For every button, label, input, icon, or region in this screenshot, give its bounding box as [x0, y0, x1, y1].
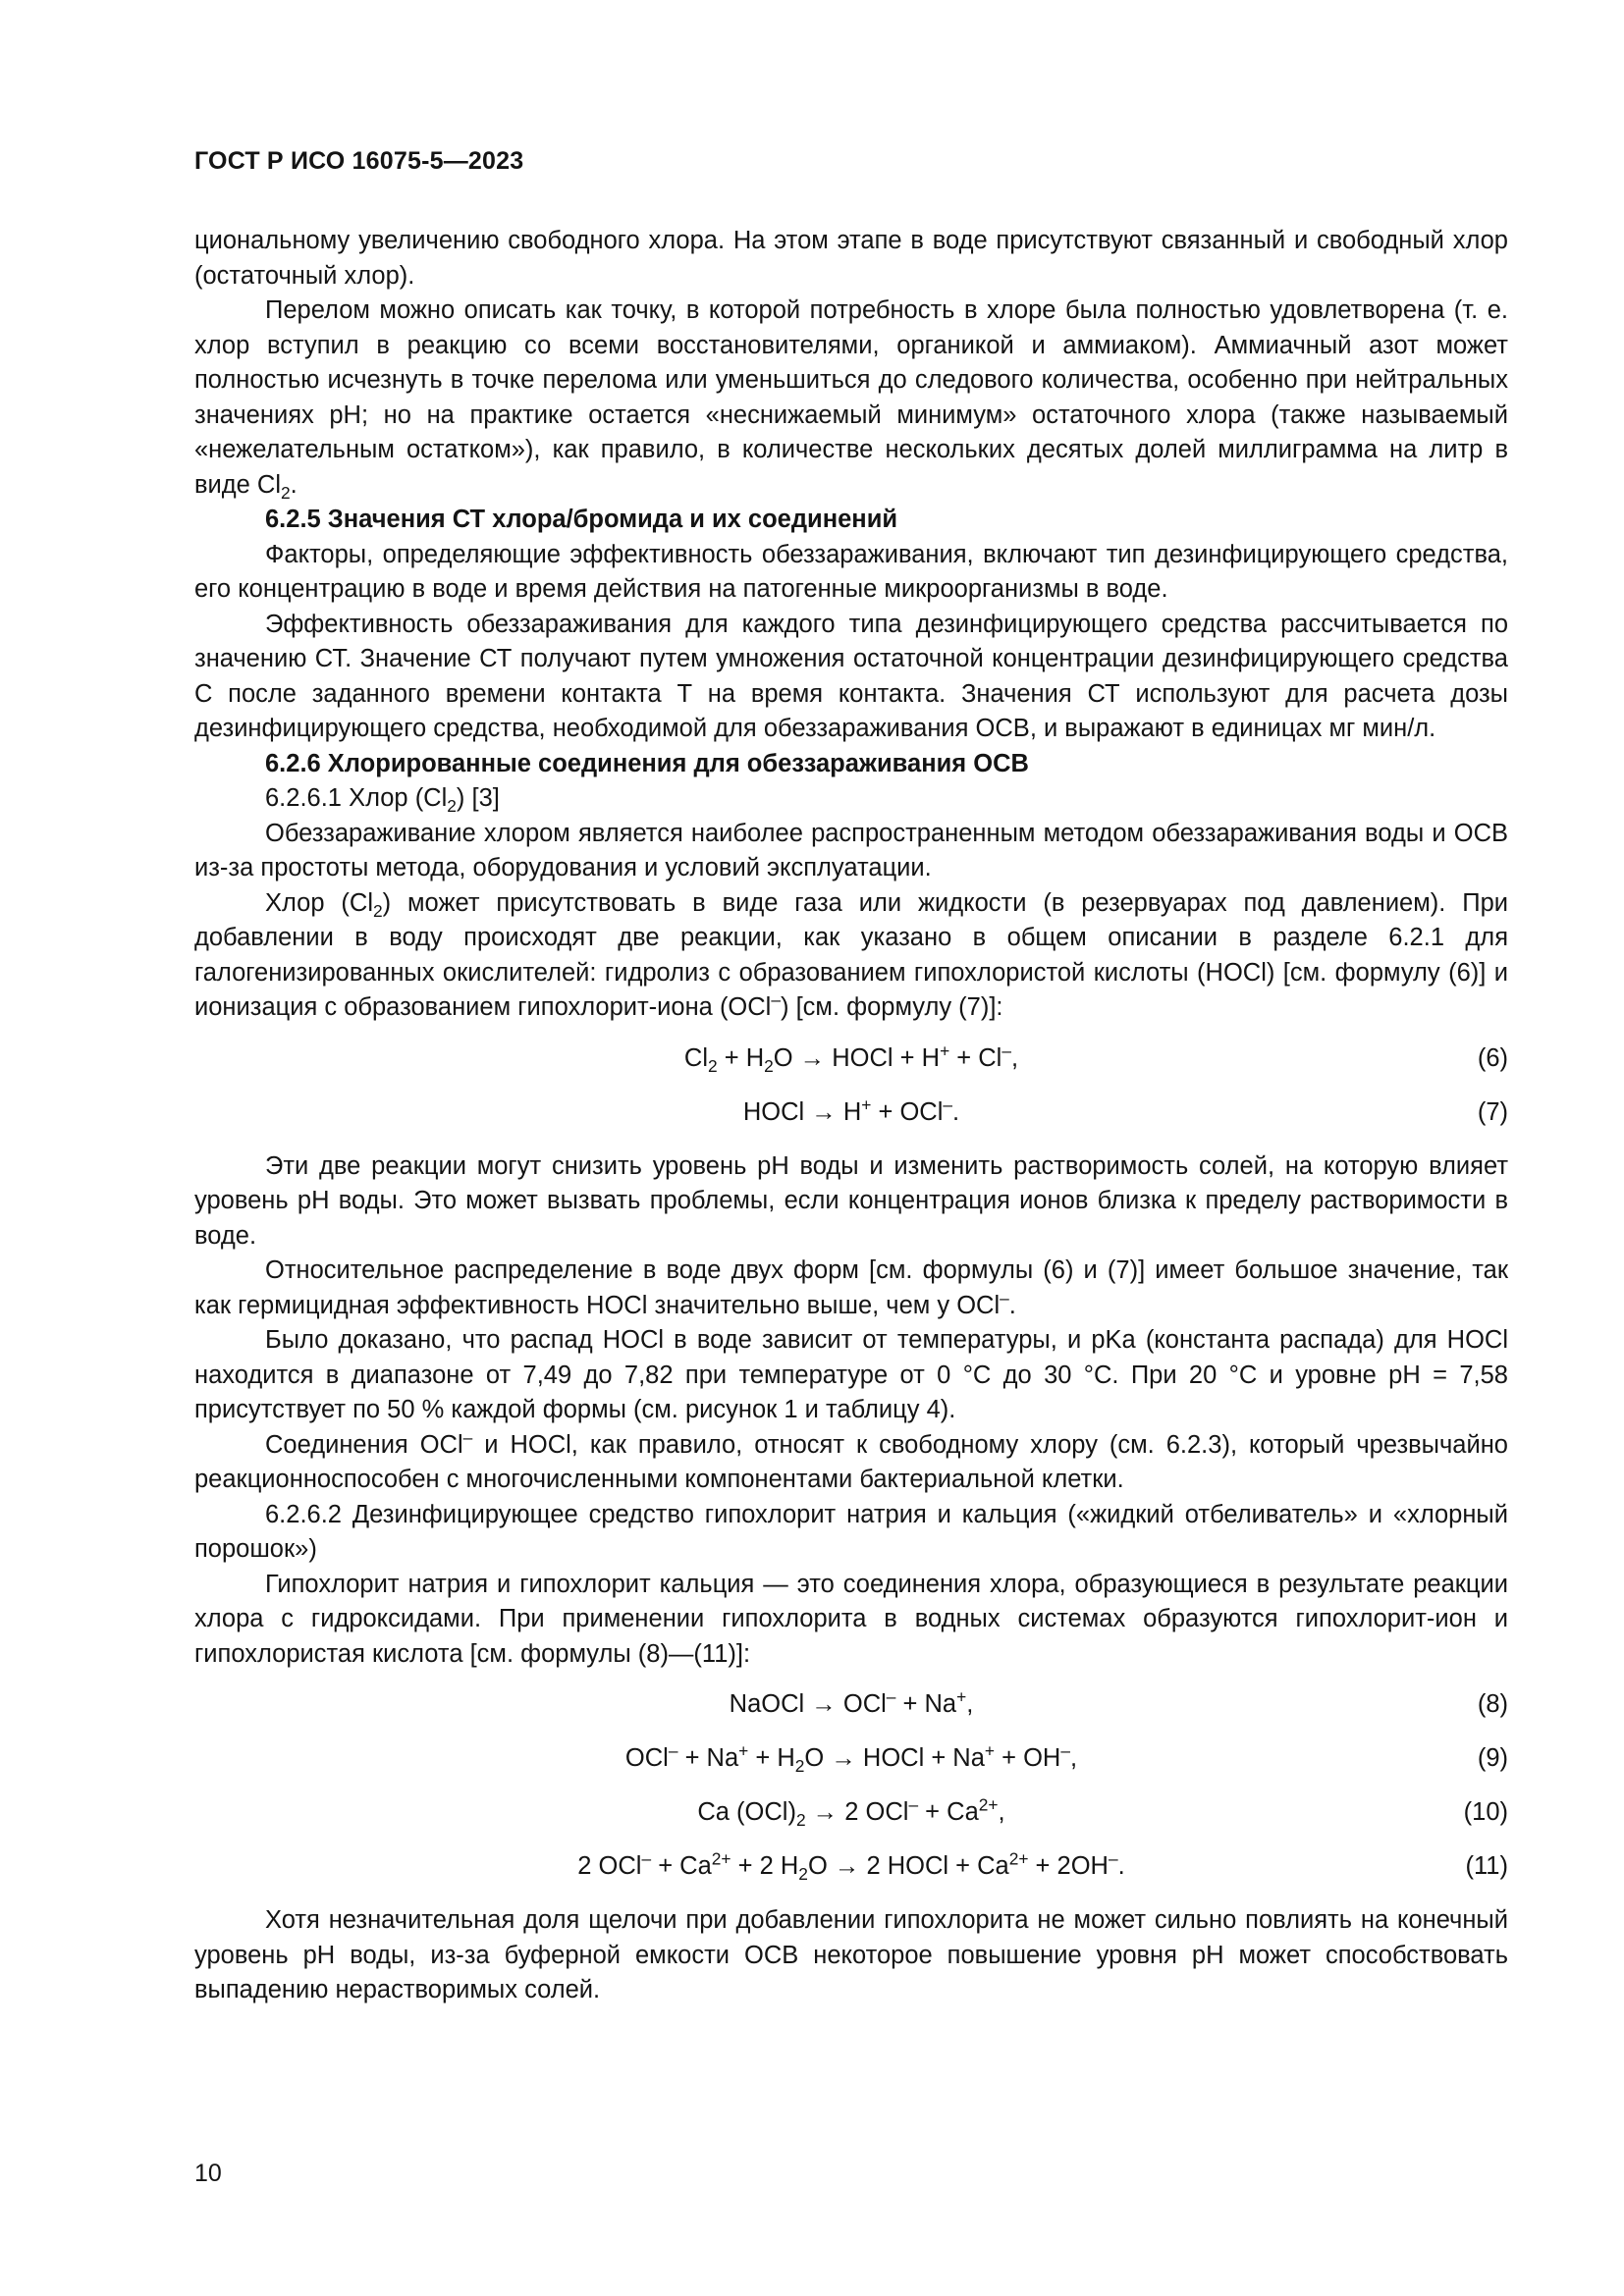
equation-7-number: (7) [1477, 1097, 1508, 1126]
equation-6 [194, 1032, 1508, 1086]
paragraph-hypochlorite: Гипохлорит натрия и гипохлорит кальция — это соединения хлора, образующиеся в результате реакции хлора с гидроксидами. При применении гипохлорита в водных системах образуются гипохлорит-ион и гипохлористая кислота [см. формулы (8)—(11)]: [194, 1570, 1508, 1668]
equation-7 [194, 1086, 1508, 1140]
subsection-heading-6-2-6-1: 6.2.6.1 Хлор $(Cl_2)$ [3] [265, 784, 500, 817]
equation-9-formula: $OCl^- + Na^+ + H_2O$ → HOCl + Na+ + OH–, [624, 1740, 1078, 1777]
paragraph-chlorine-reactions: Хлор $(Cl_2)$ может присутствовать в виде газа или жидкости (в резервуарах под давлением). При добавлении в воду происходят две реакции, как указано в общем описании в разделе 6.2.1 для галогенизированных окислителей: гидролиз с образованием гипохлористой кислоты (HOCl) [см. формулу (6)] и ионизация с образованием гипохлорит-иона (OCl–) [см. формулу (7)]: [194, 888, 1508, 1021]
paragraph-alkali: Хотя незначительная доля щелочи при добавлении гипохлорита не может сильно повлиять на конечный уровень pH воды, из-за буферной емкости ОСВ некоторое повышение уровня pH может способствовать выпадению нерастворимых солей. [194, 1906, 1508, 2003]
paragraph-distribution: Относительное распределение в воде двух форм [см. формулы (6) и (7)] имеет большое значение, так как гермицидная эффективность HOCl значительно выше, чем у OCl–. [194, 1256, 1508, 1319]
paragraph-continuation: циональному увеличению свободного хлора. На этом этапе в воде присутствуют связанный и свободный хлор (остаточный хлор). [194, 227, 1508, 290]
equation-11 [194, 1840, 1508, 1894]
standard-header: ГОСТ Р ИСО 16075-5—2023 [194, 147, 524, 175]
subsection-heading-6-2-6-2: 6.2.6.2 Дезинфицирующее средство гипохлорит натрия и кальция («жидкий отбеливатель» и «хлорный порошок») [194, 1500, 1508, 1563]
section-heading-6-2-6: 6.2.6 Хлорированные соединения для обеззараживания ОСВ [265, 749, 1029, 777]
equation-9 [194, 1732, 1508, 1786]
paragraph-pka: Было доказано, что распад HOCl в воде зависит от температуры, и pKa (константа распада) для HOCl находится в диапазоне от 7,49 до 7,82 при температуре от 0 °C до 30 °C. При 20 °C и уровне pH = 7,58 присутствует по 50 % каждой формы (см. рисунок 1 и таблицу 4). [194, 1326, 1508, 1423]
paragraph-factors: Факторы, определяющие эффективность обеззараживания, включают тип дезинфицирующего средства, его концентрацию в воде и время действия на патогенные микроорганизмы в воде. [194, 540, 1508, 603]
equation-8-formula: NaOCl → OCl– + Na+, [729, 1686, 974, 1718]
equation-10 [194, 1786, 1508, 1840]
paragraph-breakpoint: Перелом можно описать как точку, в которой потребность в хлоре была полностью удовлетворена (т. е. хлор вступил в реакцию со всеми восстановителями, органикой и аммиаком). Аммиачный азот может полностью исчезнуть в точке перелома или уменьшиться до следового количества, особенно при нейтральных значениях pH; но на практике остается «неснижаемый минимум» остаточного хлора (также называемый «нежелательным остатком»), как правило, в количестве нескольких десятых долей миллиграмма на литр в виде $Cl_2$. [194, 296, 1508, 503]
equation-11-formula: 2 $OCl^- + Ca^{2+} + 2$ $H_2O \to 2$ HOCl + $Ca^{2+} + 2OH^-$. [577, 1848, 1125, 1885]
page-number: 10 [194, 2160, 222, 2187]
section-heading-6-2-5: 6.2.5 Значения СТ хлора/бромида и их соединений [265, 506, 898, 533]
equation-10-number: (10) [1463, 1798, 1508, 1826]
equation-6-number: (6) [1477, 1043, 1508, 1072]
equation-6-formula: $Cl_2 + H_2O$ → HOCl + H+ + Cl–, [683, 1040, 1019, 1076]
document-body [194, 224, 1508, 2008]
paragraph-ct-value: Эффективность обеззараживания для каждого типа дезинфицирующего средства рассчитывается по значению СТ. Значение СТ получают путем умножения остаточной концентрации дезинфицирующего средства С после заданного времени контакта Т на время контакта. Значения СТ используют для расчета дозы дезинфицирующего средства, необходимой для обеззараживания ОСВ, и выражают в единицах мг мин/л. [194, 610, 1508, 742]
equation-7-formula: HOCl → H+ + OCl–. [742, 1094, 960, 1126]
equation-11-number: (11) [1465, 1852, 1508, 1880]
paragraph-ph-effects: Эти две реакции могут снизить уровень pH воды и изменить растворимость солей, на которую влияет уровень pH воды. Это может вызвать проблемы, если концентрация ионов близка к пределу растворимости в воде. [194, 1151, 1508, 1250]
paragraph-chlorination: Обеззараживание хлором является наиболее распространенным методом обеззараживания воды и ОСВ из-за простоты метода, оборудования и условий эксплуатации. [194, 819, 1508, 881]
equation-8 [194, 1678, 1508, 1732]
paragraph-free-chlorine: Соединения OCl– и HOCl, как правило, относят к свободному хлору (см. 6.2.3), который чрезвычайно реакционноспособен с многочисленными компонентами бактериальной клетки. [194, 1426, 1508, 1493]
equation-10-formula: Ca $(OCl)_2 \to 2$ $OCl^- + Ca^{2+}$, [697, 1794, 1005, 1831]
equation-8-number: (8) [1477, 1690, 1508, 1718]
equation-9-number: (9) [1477, 1744, 1508, 1772]
